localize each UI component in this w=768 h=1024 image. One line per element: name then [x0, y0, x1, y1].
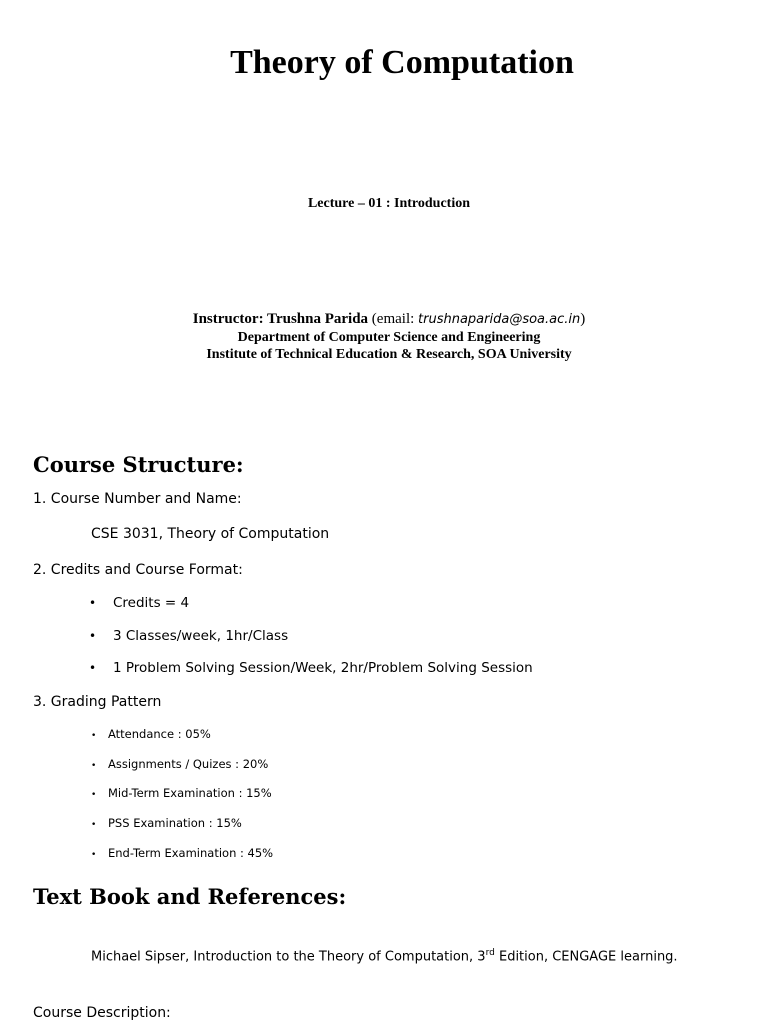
list-item	[91, 786, 272, 800]
list-item	[91, 757, 268, 771]
course-description-label: Course Description:	[33, 1005, 171, 1021]
textbook-heading: Text Book and References:	[33, 884, 347, 909]
bullet-icon: •	[89, 629, 97, 643]
list-item-text: End-Term Examination : 45%	[108, 846, 274, 860]
bullet-icon: •	[89, 596, 97, 610]
list-item	[89, 628, 288, 644]
list-item	[91, 727, 211, 741]
list-item-text: 3 Classes/week, 1hr/Class	[113, 628, 289, 644]
bullet-icon: •	[91, 790, 97, 800]
list-item-text: PSS Examination : 15%	[108, 816, 242, 830]
email-prefix: (email:	[371, 311, 419, 327]
department-line: Department of Computer Science and Engineering	[237, 330, 541, 345]
list-item	[91, 846, 273, 860]
instructor-name: Instructor: Trushna Parida	[192, 311, 369, 327]
email-suffix: )	[580, 311, 586, 327]
bullet-icon: •	[91, 850, 97, 860]
list-item-text: 1 Problem Solving Session/Week, 2hr/Problem Solving Session	[113, 660, 533, 676]
list-item	[89, 595, 189, 611]
course-number-value: CSE 3031, Theory of Computation	[91, 526, 330, 542]
reference-superscript: rd	[485, 948, 495, 958]
bullet-icon: •	[89, 661, 97, 675]
list-item-text: Credits = 4	[113, 595, 190, 611]
bullet-icon: •	[91, 761, 97, 771]
list-item-text: Mid-Term Examination : 15%	[108, 786, 272, 800]
bullet-icon: •	[91, 731, 97, 741]
grading-pattern-label: 3. Grading Pattern	[33, 694, 162, 710]
reference-entry	[91, 948, 678, 964]
reference-text: Michael Sipser, Introduction to the Theory of Computation, 3	[91, 949, 486, 965]
list-item	[91, 816, 242, 830]
list-item	[89, 660, 533, 676]
reference-text-end: Edition, CENGAGE learning.	[494, 949, 678, 965]
course-number-label: 1. Course Number and Name:	[33, 491, 242, 507]
lecture-subtitle: Lecture – 01 : Introduction	[307, 196, 471, 211]
list-item-text: Attendance : 05%	[108, 727, 211, 741]
institute-line: Institute of Technical Education & Research, SOA University	[206, 347, 572, 362]
list-item-text: Assignments / Quizes : 20%	[108, 757, 269, 771]
bullet-icon: •	[91, 820, 97, 830]
course-structure-heading: Course Structure:	[33, 452, 244, 477]
instructor-line	[5, 311, 768, 328]
document-title: Theory of Computation	[230, 44, 574, 81]
instructor-email: trushnaparida@soa.ac.in	[418, 312, 581, 327]
credits-format-label: 2. Credits and Course Format:	[33, 562, 243, 578]
